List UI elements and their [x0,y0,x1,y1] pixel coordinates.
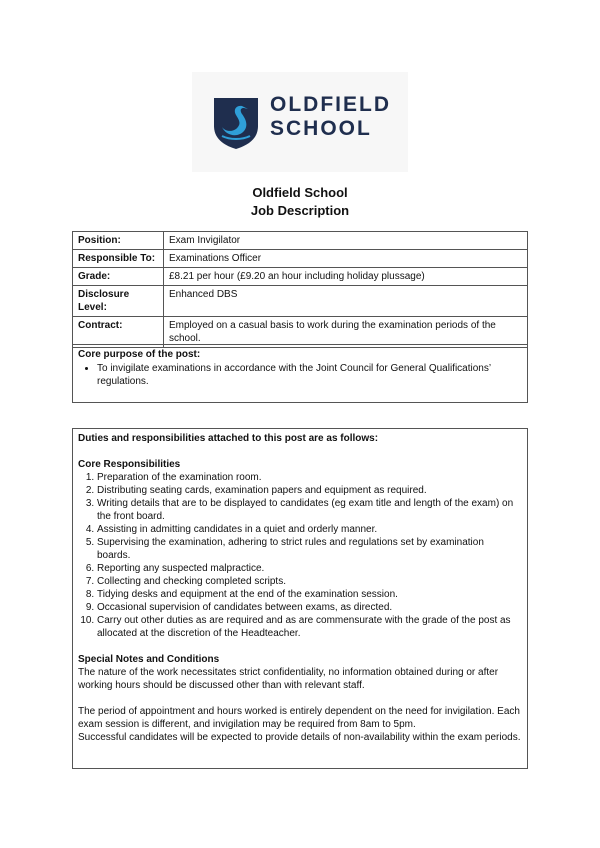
row-label: Grade: [73,268,164,286]
core-purpose-box [72,344,528,403]
job-info-table [72,231,528,348]
school-logo-text [270,93,391,141]
core-purpose-list [73,362,527,388]
list-item: 9. Occasional supervision of candidates between exams, as directed. [97,601,517,614]
table-row [73,250,528,268]
table-row [73,232,528,250]
confidentiality-note: The nature of the work necessitates strict confidentiality, no information obtained during or after working hours should be discussed other than with relevant staff. [78,667,499,691]
row-label: Contract: [73,317,164,348]
logo-line-1: OLDFIELD [270,93,391,116]
core-responsibilities-heading: Core Responsibilities [78,459,181,470]
row-value: Enhanced DBS [164,286,528,317]
row-value: Exam Invigilator [164,232,528,250]
table-row [73,317,528,348]
duties-box [72,428,528,769]
core-purpose-heading: Core purpose of the post: [78,349,201,360]
duties-heading: Duties and responsibilities attached to this post are as follows: [78,433,379,444]
document-subtitle: Job Description [250,203,350,218]
responsibilities-list [73,471,527,640]
row-value: Employed on a casual basis to work during the examination periods of the school. [164,317,528,348]
table-row [73,286,528,317]
row-label: Position: [73,232,164,250]
list-item: 5. Supervising the examination, adhering to strict rules and regulations set by examination boards. [97,536,517,562]
list-item: 1. Preparation of the examination room. [97,471,517,484]
special-notes-heading: Special Notes and Conditions [78,654,220,665]
row-value: £8.21 per hour (£9.20 an hour including holiday plussage) [164,268,528,286]
list-item: 10. Carry out other duties as are required and as are commensurate with the grade of the post as allocated at the discretion of the Headteacher. [97,614,517,640]
row-label: Disclosure Level: [73,286,164,317]
list-item: 7. Collecting and checking completed scripts. [97,575,517,588]
list-item: 8. Tidying desks and equipment at the end of the examination session. [97,588,517,601]
table-row [73,268,528,286]
list-item: • To invigilate examinations in accordance with the Joint Council for General Qualifications’ regulations. [97,362,517,388]
swan-shield-icon [212,96,260,150]
row-value: Examinations Officer [164,250,528,268]
appointment-note: The period of appointment and hours worked is entirely dependent on the need for invigilation. Each exam session is different, and invigilation may be required from 8am to 5pm. [78,706,520,730]
availability-note: Successful candidates will be expected to provide details of non-availability within the exam periods. [78,732,521,743]
list-item: 6. Reporting any suspected malpractice. [97,562,517,575]
list-item: 4. Assisting in admitting candidates in a quiet and orderly manner. [97,523,517,536]
list-item: 3. Writing details that are to be displayed to candidates (eg exam title and length of the exam) on the front board. [97,497,517,523]
row-label: Responsible To: [73,250,164,268]
document-title: Oldfield School [252,185,348,200]
logo-line-2: SCHOOL [270,117,372,140]
list-item: 2. Distributing seating cards, examination papers and equipment as required. [97,484,517,497]
